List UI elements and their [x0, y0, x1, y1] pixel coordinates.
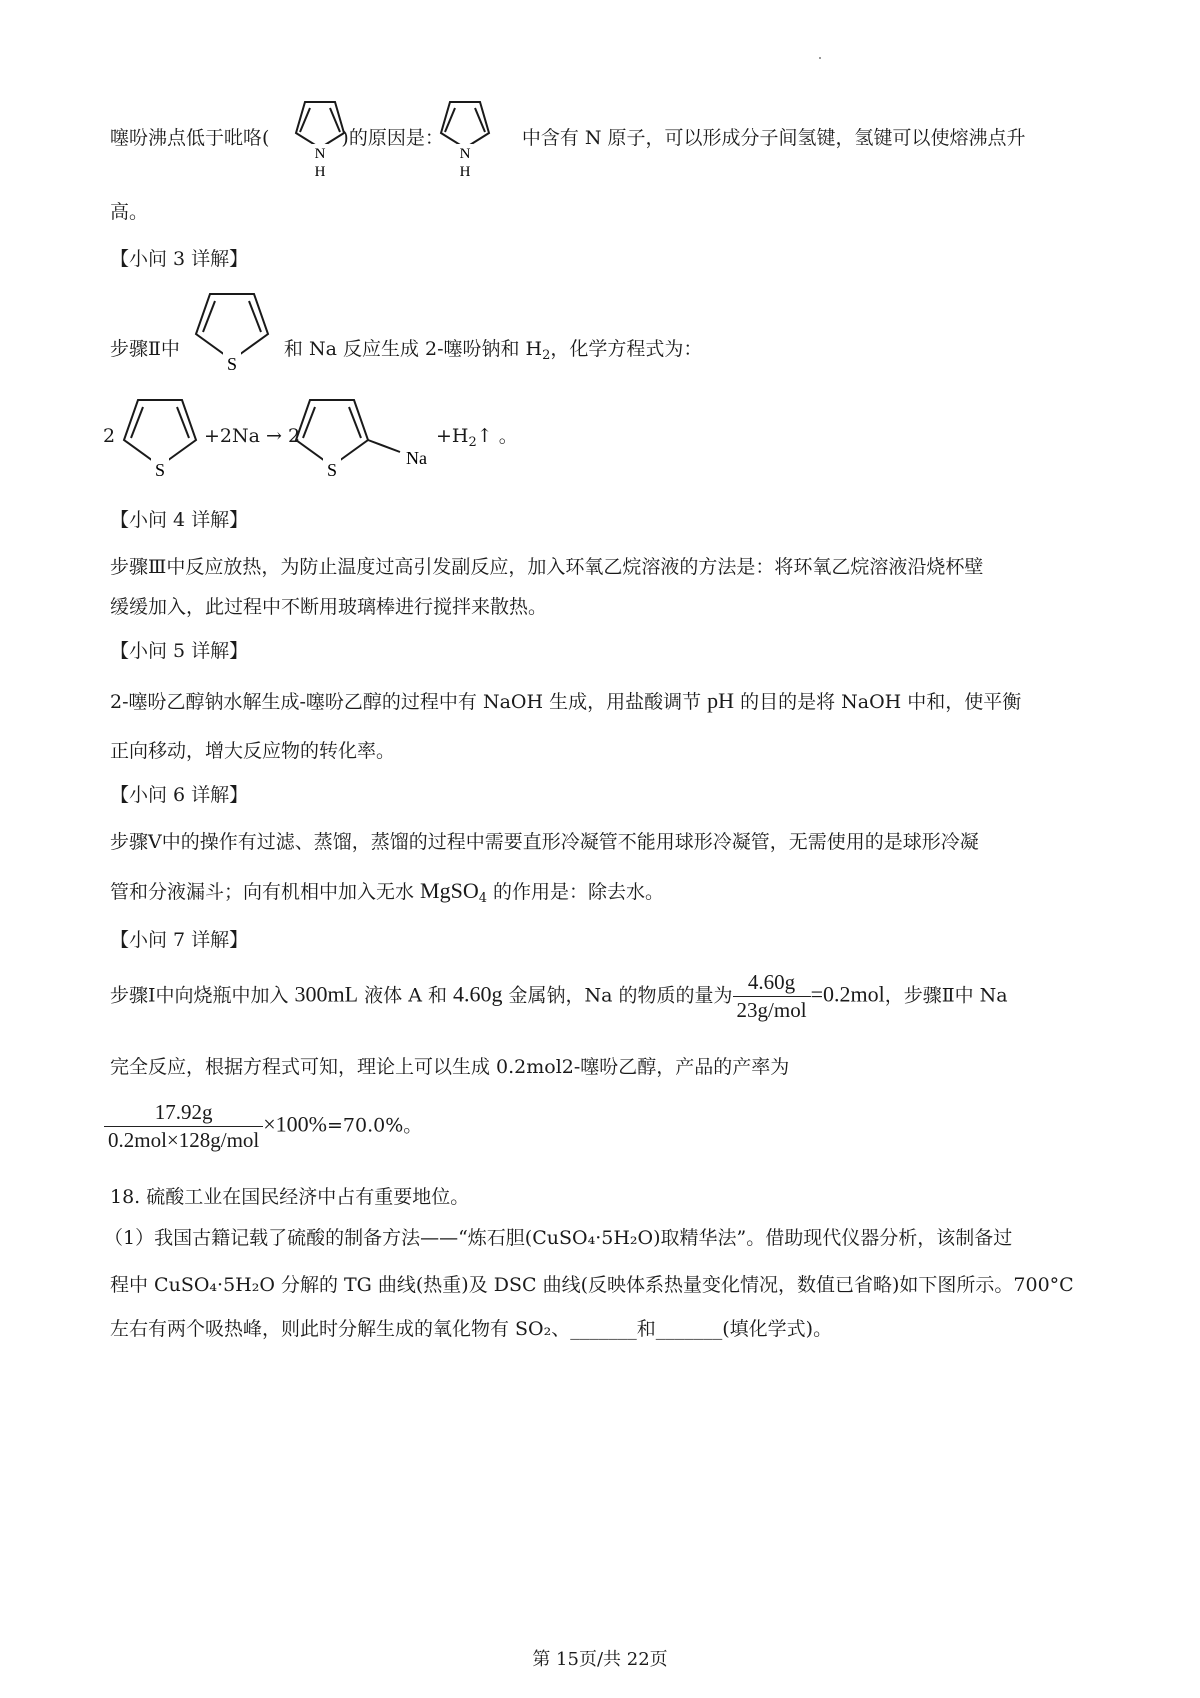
q2-text-c: 中含有 N 原子，可以形成分子间氢键，氢键可以使熔沸点升	[521, 127, 1026, 149]
q4-header: 【小问 4 详解】	[110, 509, 249, 531]
speck	[819, 57, 821, 59]
q6-line1: 步骤Ⅴ中的操作有过滤、蒸馏，蒸馏的过程中需要直形冷凝管不能用球形冷凝管，无需使用的是球形冷凝	[110, 831, 979, 853]
q18-line3: 左右有两个吸热峰，则此时分解生成的氧化物有 SO₂、_______和_______(填化学式)。	[110, 1318, 833, 1340]
q3-header: 【小问 3 详解】	[110, 248, 249, 270]
thiophene-S-label: S	[226, 354, 238, 374]
q3-text-c: ，化学方程式为：	[550, 338, 703, 360]
q5-header: 【小问 5 详解】	[110, 640, 249, 662]
eq-sodium-thiophenide	[282, 388, 442, 488]
q6-MgSO4: MgSO	[420, 878, 479, 903]
pyrrole-N-label: N	[459, 146, 471, 162]
q2-text-a: 噻吩沸点低于吡咯(	[110, 127, 270, 149]
eq-coef-1: 2	[103, 425, 116, 447]
q7-line2: 完全反应，根据方程式可知，理论上可以生成 0.2mol2-噻吩乙醇，产品的产率为	[110, 1056, 790, 1078]
q6-header: 【小问 6 详解】	[110, 784, 249, 806]
q18-line1: （1）我国古籍记载了硫酸的制备方法——“炼石胆(CuSO₄·5H₂O)取精华法”。借助现代仪器分析，该制备过	[104, 1227, 1013, 1249]
q3-text-b: 和 Na 反应生成 2-噻吩钠和 H	[283, 338, 543, 360]
pyrrole-structure-1	[284, 88, 356, 184]
q5-pH: pH	[707, 688, 735, 713]
pyrrole-H-label: H	[459, 164, 471, 180]
q7-line1: 步骤Ⅰ中向烧瓶中加入 300mL 液体 A 和 4.60g 金属钠，Na 的物质的量为 $\frac{4.60g}{\text{23g/mol}}$ =0.2mol，步骤Ⅱ中 Na	[110, 970, 1008, 1022]
q2-line2: 高。	[110, 201, 149, 223]
q4-line1: 步骤Ⅲ中反应放热，为防止温度过高引发副反应，加入环氧乙烷溶液的方法是：将环氧乙烷溶液沿烧杯壁	[110, 556, 984, 578]
q7-yield-expression: $\frac{17.92g}{\text{0.2mol×128g/mol}}$ ×100%=70.0%。	[104, 1102, 422, 1151]
eq-S-label-1: S	[154, 460, 166, 480]
eq-middle: +2Na → 2	[204, 425, 301, 447]
q3-sub-2: 2	[542, 348, 551, 363]
thiophene-structure	[180, 282, 284, 382]
q3-text-a: 步骤Ⅱ中	[110, 338, 180, 360]
q5-line1: 2-噻吩乙醇钠水解生成-噻吩乙醇的过程中有 NaOH 生成，用盐酸调节 pH 的目的是将 NaOH 中和，使平衡	[110, 688, 1022, 713]
eq-S-label-2: S	[326, 460, 338, 480]
q2-line1	[110, 127, 1026, 150]
page-footer: 第 15页/共 22页	[532, 1649, 668, 1670]
q7-header: 【小问 7 详解】	[110, 929, 249, 951]
q4-line2: 缓缓加入，此过程中不断用玻璃棒进行搅拌来散热。	[110, 596, 548, 618]
q2-text-b: )的原因是：	[341, 127, 444, 149]
eq-Na-label: Na	[406, 448, 427, 468]
fraction-moles: $\frac{4.60g}{\text{23g/mol}}$	[733, 972, 811, 1021]
eq-end: $+H_2↑$ 。	[436, 425, 518, 450]
fraction-yield: $\frac{17.92g}{\text{0.2mol×128g/mol}}$	[104, 1102, 263, 1151]
pyrrole-N-label: N	[314, 146, 326, 162]
pyrrole-H-label: H	[314, 164, 326, 180]
eq-thiophene	[110, 388, 214, 488]
q5-line2: 正向移动，增大反应物的转化率。	[110, 740, 396, 762]
q18-title: 18. 硫酸工业在国民经济中占有重要地位。	[110, 1186, 470, 1208]
pyrrole-structure-2	[429, 88, 501, 184]
q18-line2: 程中 CuSO₄·5H₂O 分解的 TG 曲线(热重)及 DSC 曲线(反映体系热量变化情况，数值已省略)如下图所示。700°C	[110, 1274, 1074, 1296]
q6-line2: 管和分液漏斗；向有机相中加入无水 MgSO$_4$ 的作用是：除去水。	[110, 878, 665, 906]
